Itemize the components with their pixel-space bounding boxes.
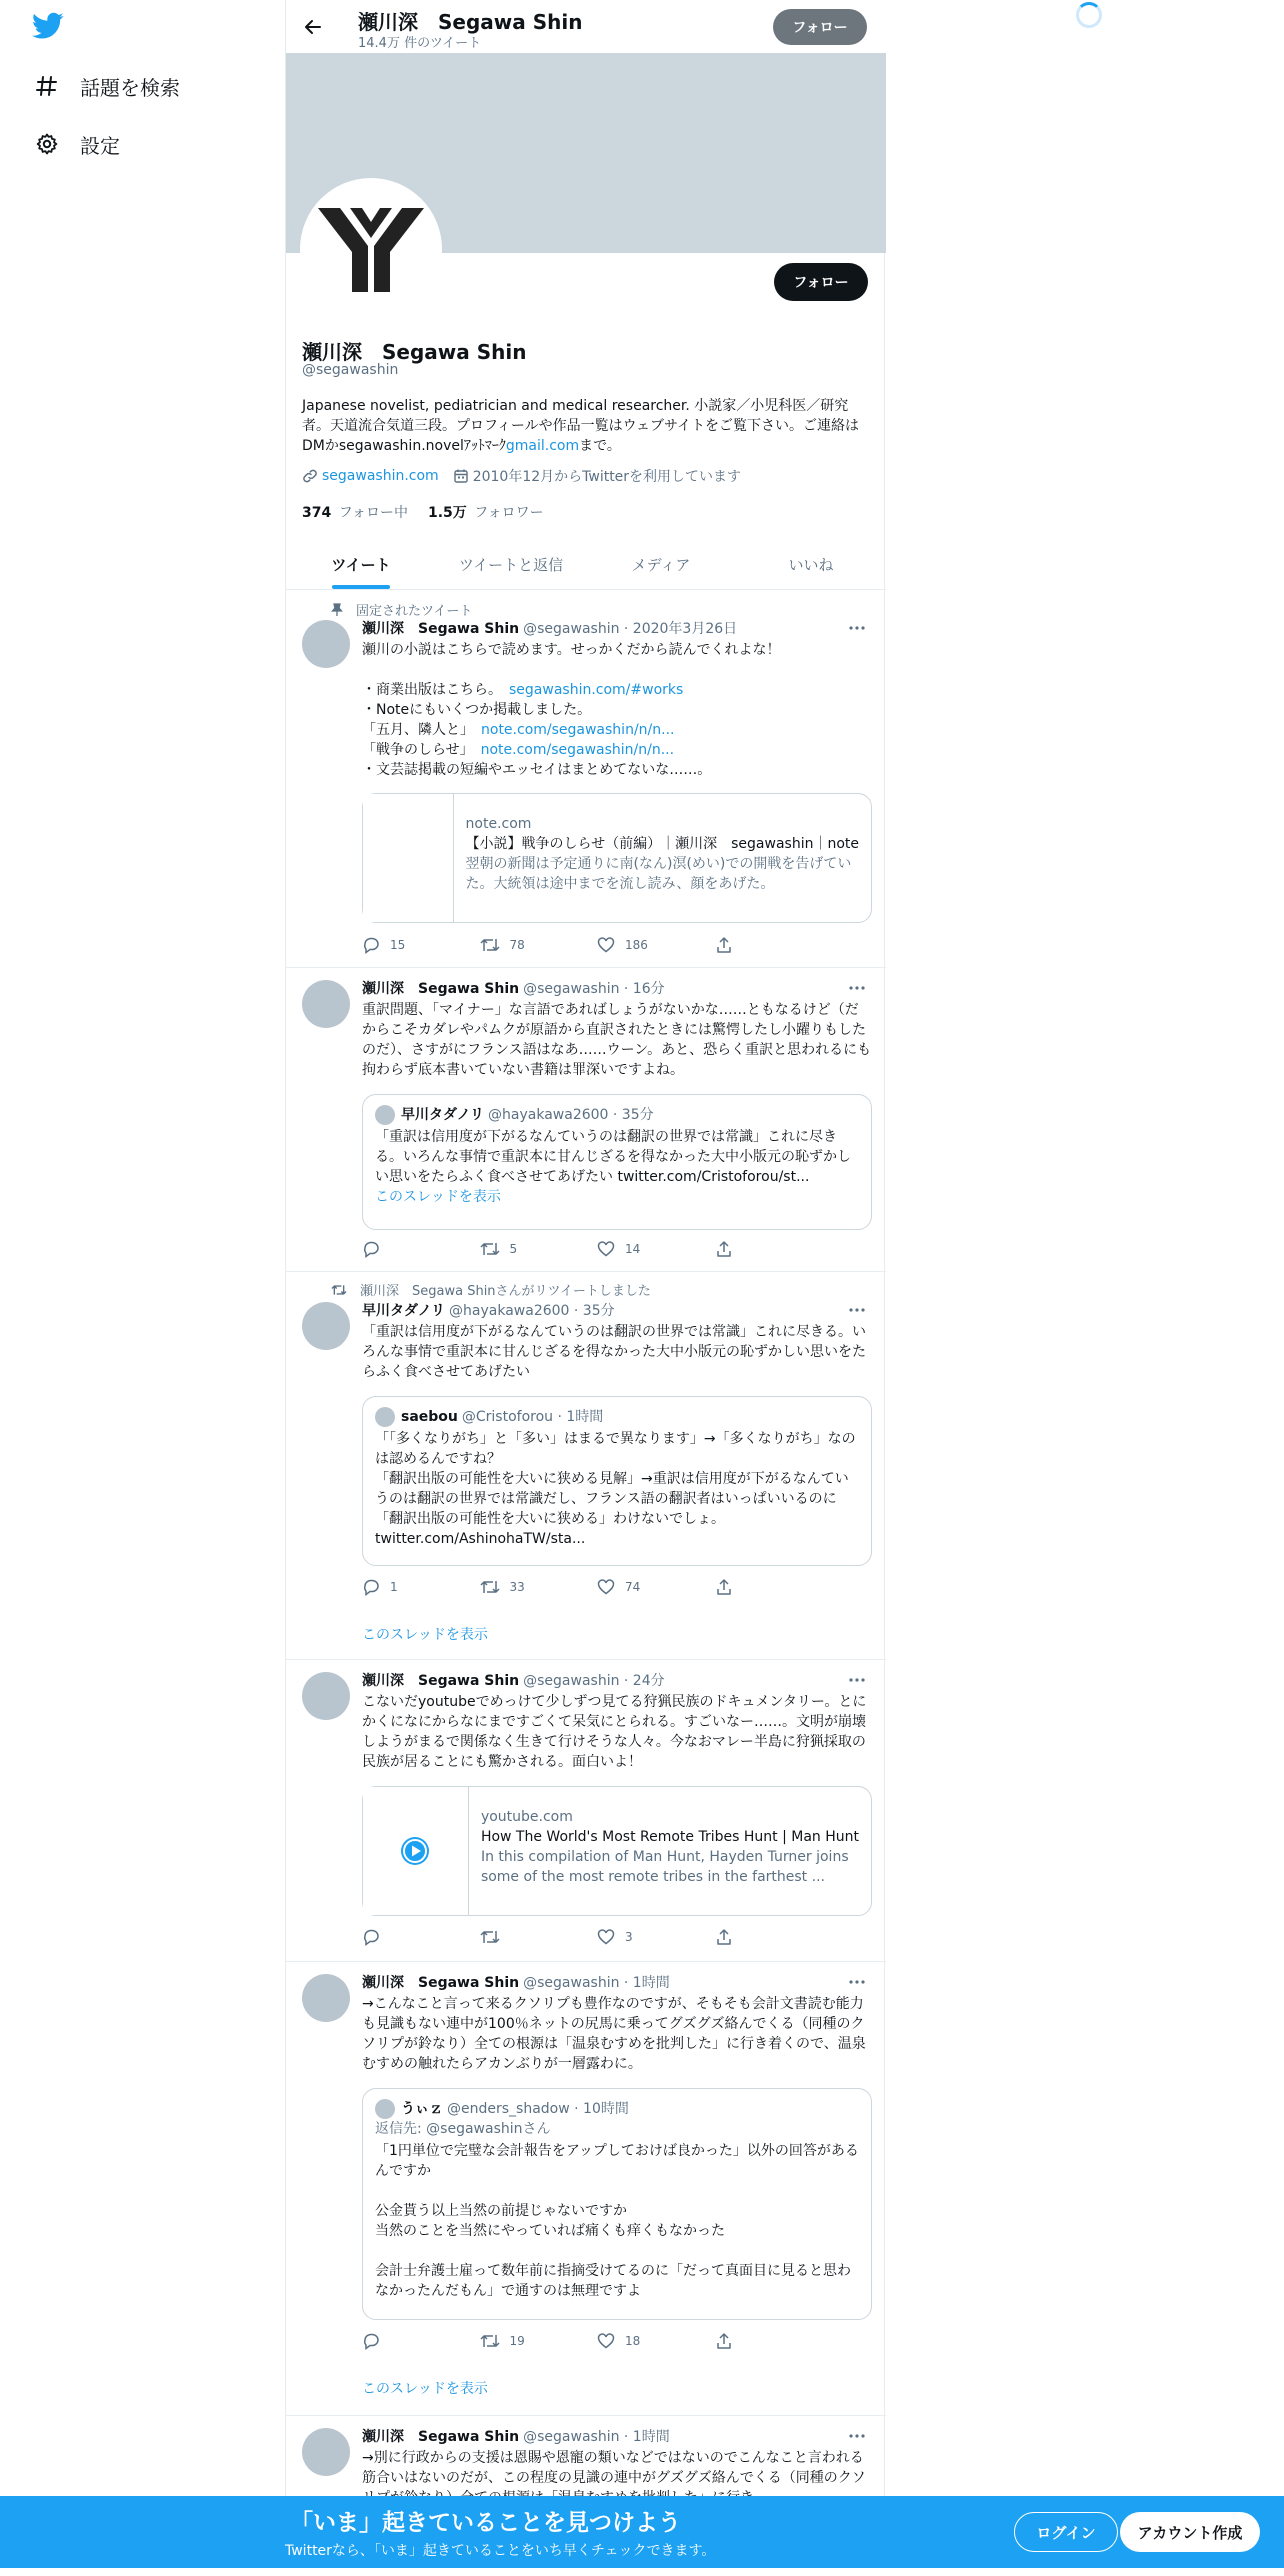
quoted-text: 「「多くなりがち」と「多い」はまるで異なります」→「多くなりがち」なのは認めるんですね？ 「翻訳出版の可能性を大いに狭める見解」→重訳は信用度が下がるなんていうのは翻訳の世界では常識だし、フランス語の翻訳者はいっぱいいるのに「翻訳出版の可能性を大いに狭める」わけないでしょ。 [375,1431,856,1527]
loading-spinner-icon [1076,2,1102,28]
show-thread-link[interactable]: このスレッドを表示 [362,1627,488,1643]
tweet-pinned[interactable] [286,590,886,968]
quoted-tweet[interactable] [362,2088,872,2320]
author-name[interactable]: 瀬川深 Segawa Shin [362,1673,520,1689]
like-button[interactable] [597,1240,715,1258]
quoted-link: twitter.com/Cristoforou/st... [617,1169,810,1185]
author-name[interactable]: 瀬川深 Segawa Shin [362,2429,520,2445]
share-icon [715,1928,733,1946]
quoted-tweet[interactable] [362,1396,872,1566]
pin-icon [330,603,344,617]
reply-icon [362,1578,380,1596]
quoted-show-thread-link[interactable]: このスレッドを表示 [375,1189,501,1205]
retweet-icon [480,1240,500,1258]
reply-button[interactable] [362,936,480,954]
retweet-icon [480,936,500,954]
author-meta[interactable]: @hayakawa2600 · 35分 [449,1303,615,1319]
share-button[interactable] [715,1928,833,1946]
avatar[interactable] [302,1302,350,1350]
hashtag-icon [34,73,60,99]
reply-icon [362,2332,380,2350]
tweet-header [362,2426,670,2446]
sidebar-item-label: 話題を検索 [80,75,180,100]
website-link[interactable]: segawashin.com [322,468,439,484]
sidebar-item-explore[interactable] [34,66,180,106]
card-description: 翌朝の新聞は予定通りに南(なん)溟(めい)での開戦を告げていた。大統領は途中までを流し読み、顔をあげた。 [465,856,852,892]
card-thumbnail [363,1787,469,1915]
bio-text: Japanese novelist, pediatrician and medical researcher. 小説家／小児科医／研究者。天道流合気道三段。プロフィールや作品一覧はウェブサイトをご覧下さい。ご連絡はDMかsegawashin.novelｱｯﾄﾏｰｸ [302,398,860,454]
author-meta[interactable]: @segawashin · 1時間 [523,2429,670,2445]
link-icon [302,468,318,484]
share-icon [715,2332,733,2350]
card-title: How The World's Most Remote Tribes Hunt | Man Hunt [480,1829,859,1845]
retweet-button[interactable] [480,1240,598,1258]
heart-icon [597,936,615,954]
author-name[interactable]: 瀬川深 Segawa Shin [362,1975,520,1991]
tweet-actions [362,1928,832,1946]
quoted-author-meta: @hayakawa2600 · 35分 [488,1107,654,1123]
quoted-avatar [375,1105,395,1125]
heart-icon [597,1240,615,1258]
retweet-count: 19 [509,2334,525,2348]
tweet-text: →こんなこと言って来るクソリプも豊作なのですが、そもそも会計文書読む能力も見識もない連中が100％ネットの尻馬に乗ってグズグズ絡んでくる（同種のクソリプが鈴なり）全ての根源は「温泉むすめを批判した」に行き着くので、温泉むすめの触れたらアカンぶりが一層露わに。 [362,1996,866,2072]
tab-tweets[interactable]: ツイート [286,540,436,589]
signup-button[interactable]: アカウント作成 [1120,2512,1260,2552]
link-card[interactable] [362,793,872,923]
tweet-actions [362,2332,832,2350]
yy-logo-icon [312,204,430,294]
signup-banner-title: 「いま」起きていることを見つけよう [290,2510,681,2536]
pinned-label: 固定されたツイート [356,604,473,619]
signup-banner [0,2496,1284,2568]
reply-button[interactable] [362,1240,480,1258]
show-thread-link[interactable]: このスレッドを表示 [362,2381,488,2397]
profile-column [285,0,885,2568]
reply-icon [362,1240,380,1258]
more-options-icon[interactable] [846,1974,868,1990]
tweet[interactable] [286,1962,886,2416]
tweet-text: →別に行政からの支援は恩賜や恩寵の類いなどではないのでこんなこと言われる筋合いはないのだが、この程度の見識の連中がグズグズ絡んでくる（同種のクソ [362,2450,866,2486]
avatar[interactable] [302,980,350,1028]
more-options-icon[interactable] [846,980,868,996]
login-button[interactable]: ログイン [1014,2512,1118,2552]
avatar[interactable] [302,1974,350,2022]
gear-icon [34,131,60,157]
text-line: 「五月、隣人と」 [362,722,481,738]
profile-stats [302,502,564,522]
quoted-text [375,1127,859,1187]
reply-count: 1 [390,1580,398,1594]
tweet-header [362,1300,615,1320]
follow-button[interactable]: フォロー [774,263,868,301]
author-meta[interactable]: @segawashin · 2020年3月26日 [523,621,738,637]
retweet-icon [480,1578,500,1596]
quoted-author-name: saebou [401,1409,458,1425]
retweet-icon [330,1283,348,1297]
quoted-link: twitter.com/AshinohaTW/sta... [375,1531,586,1547]
like-button[interactable] [597,936,715,954]
header-follow-button[interactable]: フォロー [773,9,867,45]
tweet-actions [362,936,832,954]
share-button[interactable] [715,1578,833,1596]
retweet-button[interactable] [480,1578,598,1596]
quoted-author-name: 早川タダノリ [401,1107,485,1123]
reply-button[interactable] [362,1928,480,1946]
signup-banner-subtitle: Twitterなら、「いま」起きていることをいち早くチェックできます。 [285,2543,716,2559]
card-title: 【小説】戦争のしらせ（前編）｜瀬川深 segawashin｜note [465,836,859,852]
tweet-text: こないだyoutubeでめっけて少しずつ見てる狩猟民族のドキュメンタリー。とにかくになにからなにまですごくて呆気にとられる。すごいなー……。文明が崩壊しようがまるで関係なく生きて行けそうな人々。今なおマレー半島に狩猟採取の民族が居ることにも驚かされる。面白いよ！ [362,1694,867,1770]
tab-likes[interactable]: いいね [788,556,834,574]
share-button[interactable] [715,2332,833,2350]
followers-label: フォロワー [474,505,544,521]
retweet-count: 78 [509,938,525,952]
author-meta[interactable]: @segawashin · 1時間 [523,1975,670,1991]
retweet-context-label: 瀬川深 Segawa Shinさんがリツイートしました [360,1284,651,1299]
retweet-icon [480,1928,500,1946]
avatar[interactable] [302,1672,350,1720]
quoted-author-meta: @enders_shadow · 10時間 [447,2101,629,2117]
tweet-header [362,618,737,638]
like-count: 14 [625,1242,641,1256]
like-button[interactable] [597,1928,715,1946]
like-count: 3 [625,1930,633,1944]
works-link[interactable]: segawashin.com/#works [509,682,684,698]
tweet-header [362,978,665,998]
following-label: フォロー中 [338,505,408,521]
author-name[interactable]: 瀬川深 Segawa Shin [362,621,520,637]
followers-count: 1.5万 [428,505,467,521]
share-button[interactable] [715,1240,833,1258]
tweet[interactable] [286,1660,886,1962]
calendar-icon [453,468,469,484]
card-description: In this compilation of Man Hunt, Hayden Turner joins some of the most remote tribes in the farthest ... [480,1849,849,1885]
card-domain: note.com [465,816,532,832]
twitter-logo-icon[interactable] [32,12,64,44]
reply-count: 15 [390,938,406,952]
profile-name: 瀬川深 Segawa Shin [302,340,527,364]
back-button[interactable] [298,12,328,42]
like-button[interactable] [597,1578,715,1596]
tweet-retweeted[interactable] [286,1272,886,1660]
sidebar-item-label: 設定 [80,133,120,158]
retweet-button[interactable] [480,2332,598,2350]
header-tweet-count: 14.4万 件のツイート [358,36,482,51]
following-count: 374 [302,505,332,521]
text-line: ・文芸誌掲載の短編やエッセイはまとめてないな……。 [362,762,712,778]
text-line: ・Noteにもいくつか掲載しました。 [362,702,592,718]
share-icon [715,1240,733,1258]
quoted-author-meta: @Cristoforou · 1時間 [461,1409,604,1425]
followers-stat[interactable] [428,502,544,522]
card-thumbnail [363,794,454,922]
retweet-count: 33 [509,1580,525,1594]
tweet[interactable] [286,968,886,1272]
share-icon [715,1578,733,1596]
tweet-text [362,640,872,780]
retweet-button[interactable] [480,936,598,954]
share-button[interactable] [715,936,833,954]
quoted-text-body: 「重訳は信用度が下がるなんていうのは翻訳の世界では常識」これに尽きる。いろんな事情で重訳本に甘んじざるを得なかった大中小版元の恥ずかしい思いをたらふく食べさせてあげたい [375,1129,851,1185]
joined-date: 2010年12月からTwitterを利用しています [472,469,742,485]
quoted-avatar [375,2099,395,2119]
bio-email-link[interactable]: gmail.com [505,438,580,454]
author-meta[interactable]: @segawashin · 24分 [523,1673,665,1689]
text-line: 瀬川の小説はこちらで読めます。せっかくだから読んでくれよな！ [362,642,781,658]
tweet-text: 重訳問題、「マイナー」な言語であればしょうがないかな……ともなるけど（だからこそカダレやパムクが原語から直訳されたときには驚愕したし小躍りもしたのだ）、さすがにフランス語はなあ……ウーン。あと、恐らく重訳と思われるにも拘わらず底本書いていない書籍は罪深いですよね。 [362,1002,872,1078]
quoted-text: 「1円単位で完璧な会計報告をアップしておけば良かった」以外の回答があるんですか 公金貰う以上当然の前提じゃないですか 当然のことを当然にやっていれば痛くも痒くもなかった 会計士弁護士雇って数年前に指摘受けてるのに「だって真面目に見ると思わなかったんだもん」で通すのは無理ですよ [375,2143,859,2299]
profile-bio [302,396,872,456]
heart-icon [597,2332,615,2350]
author-name[interactable]: 早川タダノリ [362,1303,446,1319]
tab-media[interactable]: メディア [631,556,691,574]
more-options-icon[interactable] [846,620,868,636]
bio-text-end: まで。 [579,438,621,454]
play-icon[interactable] [400,1836,430,1866]
sidebar-item-settings[interactable] [34,124,120,164]
retweet-context [330,1280,651,1299]
arrow-left-icon [303,17,323,37]
tweet-text: 「重訳は信用度が下がるなんていうのは翻訳の世界では常識」これに尽きる。いろんな事情で重訳本に甘んじざるを得なかった大中小版元の恥ずかしい思いをたらふく食べさせてあげたい [362,1324,866,1380]
tweet-header [362,1670,665,1690]
avatar[interactable] [302,620,350,668]
sidebar [0,0,285,2568]
retweet-button[interactable] [480,1928,598,1946]
author-name[interactable]: 瀬川深 Segawa Shin [362,981,520,997]
reply-icon [362,936,380,954]
profile-tabs [286,540,886,590]
quoted-tweet[interactable] [362,1094,872,1230]
more-options-icon[interactable] [846,1302,868,1318]
profile-handle: @segawashin [302,362,399,378]
share-icon [715,936,733,954]
quoted-avatar [375,1407,395,1427]
top-header [286,0,886,53]
avatar[interactable] [302,2428,350,2476]
like-count: 18 [625,2334,641,2348]
pinned-context [330,600,472,619]
tweet-header [362,1972,670,1992]
reply-button[interactable] [362,2332,480,2350]
following-stat[interactable] [302,502,408,522]
card-domain: youtube.com [480,1809,573,1825]
profile-avatar[interactable] [300,178,442,320]
heart-icon [597,1578,615,1596]
retweet-count: 5 [509,1242,518,1256]
note-link-1[interactable]: note.com/segawashin/n/n... [481,722,675,738]
like-count: 74 [625,1580,641,1594]
text-line: 「戦争のしらせ」 [362,742,481,758]
reply-icon [362,1928,380,1946]
text-line: ・商業出版はこちら。 [362,682,509,698]
quoted-reply-to: 返信先: @segawashinさん [375,2121,551,2137]
link-card[interactable] [362,1786,872,1916]
more-options-icon[interactable] [846,1672,868,1688]
more-options-icon[interactable] [846,2428,868,2444]
profile-meta [302,466,755,486]
reply-button[interactable] [362,1578,480,1596]
note-link-2[interactable]: note.com/segawashin/n/n... [480,742,675,758]
quoted-author-name: うぃｚ [401,2101,443,2117]
retweet-icon [480,2332,500,2350]
heart-icon [597,1928,615,1946]
header-name: 瀬川深 Segawa Shin [358,10,583,34]
author-meta[interactable]: @segawashin · 16分 [523,981,665,997]
like-button[interactable] [597,2332,715,2350]
tab-tweets-and-replies[interactable]: ツイートと返信 [458,556,564,574]
tweet-actions [362,1240,832,1258]
tweet-actions [362,1578,832,1596]
like-count: 186 [625,938,648,952]
